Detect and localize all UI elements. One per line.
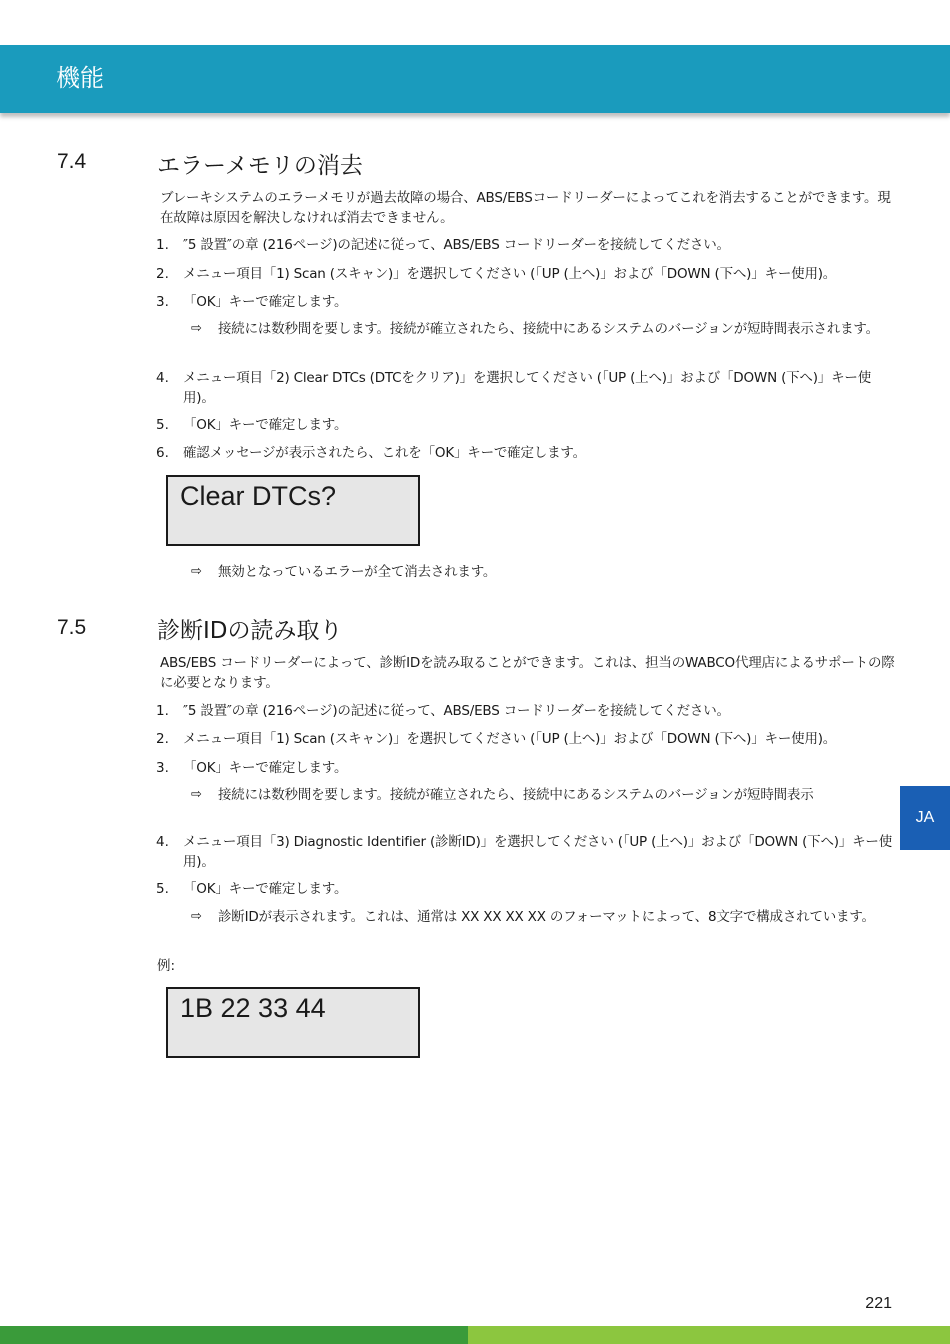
footer-bar-light (468, 1326, 950, 1344)
section-number: 7.4 (57, 150, 87, 173)
hollow-right-arrow-icon: ⇨ (191, 564, 202, 579)
result-text: 診断IDが表示されます。これは、通常は XX XX XX XX のフォーマットによって、8文字で構成されています。 (218, 909, 875, 925)
step-text: 「OK」キーで確定します。 (183, 760, 348, 776)
step-number: 1. (156, 237, 169, 253)
step-text: メニュー項目「1) Scan (スキャン)」を選択してください (「UP (上へ)」および「DOWN (下へ)」キー使用)。 (183, 266, 837, 282)
section-intro: ブレーキシステムのエラーメモリが過去故障の場合、ABS/EBSコードリーダーによってこれを消去することができます。現在故障は原因を解決しなければ消去できません。 (160, 190, 891, 226)
result-text: 接続には数秒間を要します。接続が確立されたら、接続中にあるシステムのバージョンが短時間表示されます。 (218, 321, 879, 337)
step-number: 2. (156, 731, 169, 747)
section-title: 診断IDの読み取り (157, 618, 343, 644)
header-title: 機能 (56, 64, 104, 92)
step-number: 1. (156, 703, 169, 719)
result-text: 無効となっているエラーが全て消去されます。 (218, 564, 497, 580)
language-tab (900, 786, 950, 850)
language-tab-label: JA (915, 809, 935, 826)
step-number: 3. (156, 294, 169, 310)
hollow-right-arrow-icon: ⇨ (191, 909, 202, 924)
result-text: 接続には数秒間を要します。接続が確立されたら、接続中にあるシステムのバージョンが短時間表示 (218, 787, 814, 803)
step-number: 5. (156, 881, 169, 897)
hollow-right-arrow-icon: ⇨ (191, 787, 202, 802)
step-text: 確認メッセージが表示されたら、これを「OK」キーで確定します。 (183, 445, 586, 461)
device-display (166, 475, 420, 546)
step-text: 「OK」キーで確定します。 (183, 881, 348, 897)
step-number: 5. (156, 417, 169, 433)
step-number: 2. (156, 266, 169, 282)
footer-bar-dark (0, 1326, 468, 1344)
section-number: 7.5 (57, 616, 87, 639)
device-display (166, 987, 420, 1058)
example-label: 例: (157, 958, 176, 974)
step-text: 「OK」キーで確定します。 (183, 417, 348, 433)
hollow-right-arrow-icon: ⇨ (191, 321, 202, 336)
page-number: 221 (865, 1295, 892, 1312)
step-number: 3. (156, 760, 169, 776)
step-text: メニュー項目「1) Scan (スキャン)」を選択してください (「UP (上へ)」および「DOWN (下へ)」キー使用)。 (183, 731, 837, 747)
step-number: 4. (156, 834, 169, 850)
step-text: ″5 設置″の章 (216ページ)の記述に従って、ABS/EBS コードリーダーを接続してください。 (183, 703, 730, 719)
header-bar (0, 45, 950, 113)
step-text: メニュー項目「3) Diagnostic Identifier (診断ID)」を選択してください (「UP (上へ)」および「DOWN (下へ)」キー使用)。 (183, 834, 893, 870)
display-text: 1B 22 33 44 (180, 993, 326, 1023)
step-text: ″5 設置″の章 (216ページ)の記述に従って、ABS/EBS コードリーダーを接続してください。 (183, 237, 730, 253)
step-text: メニュー項目「2) Clear DTCs (DTCをクリア)」を選択してください (「UP (上へ)」および「DOWN (下へ)」キー使用)。 (183, 370, 872, 406)
step-text: 「OK」キーで確定します。 (183, 294, 348, 310)
section-title: エラーメモリの消去 (157, 153, 363, 179)
display-text: Clear DTCs? (180, 481, 337, 511)
section-intro: ABS/EBS コードリーダーによって、診断IDを読み取ることができます。これは、担当のWABCO代理店によるサポートの際に必要となります。 (160, 655, 895, 691)
step-number: 6. (156, 445, 169, 461)
step-number: 4. (156, 370, 169, 386)
